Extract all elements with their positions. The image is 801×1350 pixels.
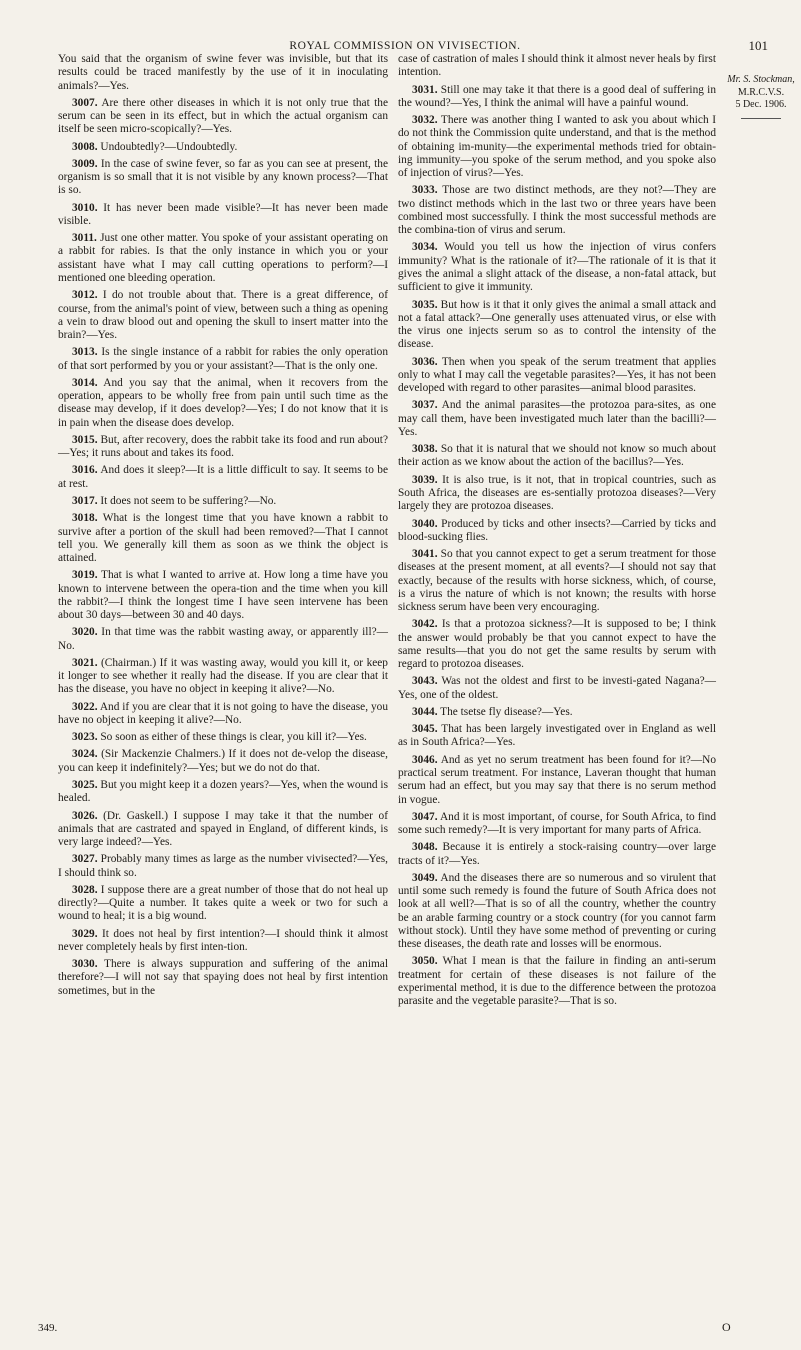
testimony-paragraph [398,184,716,237]
question-number: 3008. [72,140,98,153]
testimony-paragraph [58,748,388,775]
question-answer-text: But you might keep it a dozen years?—Yes, when the wound is healed. [58,779,388,805]
question-answer-text: The tsetse fly disease?—Yes. [440,705,573,718]
question-answer-text: And it is most important, of course, for South Africa, to find some such remedy?—It is very important for many parts of Africa. [398,810,716,837]
testimony-paragraph [58,731,388,744]
testimony-paragraph [58,626,388,653]
witness-margin-note [726,74,796,119]
question-number: 3031. [412,83,438,96]
question-answer-text: And as yet no serum treatment has been found for it?—No practical serum treatment. For instance, Laveran thought that human serum had an effect, but you may say that there is no serum method in vogue. [398,753,716,806]
testimony-paragraph [58,289,388,342]
question-answer-text: In the case of swine fever, so far as you can see at present, the organism is so small that it is not visible by any known process?—That is so. [58,157,388,197]
testimony-paragraph [58,141,388,154]
signature-mark: 349. [38,1322,58,1334]
question-answer-text: Those are two distinct methods, are they not?—They are two distinct methods which in the last two or three years have been combined most successfully. I think the most successful methods are the combina-tion of virus and serum. [398,184,716,237]
question-number: 3011. [72,232,97,245]
testimony-paragraph [398,675,716,702]
question-answer-text: You said that the organism of swine fever was invisible, but that its results could be traced manifestly by the use of it in inoculating animals?—Yes. [58,53,388,92]
testimony-paragraph [398,548,716,614]
testimony-paragraph [398,84,716,111]
question-number: 3009. [72,157,98,170]
question-answer-text: What I mean is that the failure in finding an anti-serum treatment for certain of these diseases is not failure of the experimental method, it is due to the difference between the protozoa parasite and the vegetable parasite?—That is so. [398,955,716,1008]
question-answer-text: In that time was the rabbit wasting away, or apparently ill?—No. [58,626,388,652]
question-answer-text: Still one may take it that there is a good deal of suffering in the wound?—Yes, I think the animal will have a painful wound. [398,83,716,109]
testimony-paragraph [58,97,388,137]
testimony-paragraph [58,512,388,565]
question-answer-text: Undoubtedly?—Undoubtedly. [100,140,238,153]
question-answer-text: Would you tell us how the injection of virus confers immunity? What is the rationale of it?—The rationale of it is that it gives the animal a slight attack of the disease, a non-fatal attack, but sufficient to give it immunity. [398,241,717,294]
testimony-paragraph [398,241,716,294]
testimony-paragraph [58,657,388,697]
testimony-paragraph [398,723,716,750]
question-number: 3022. [72,700,98,713]
question-answer-text: And if you are clear that it is not going to have the disease, you have no object in keeping it alive?—No. [58,700,388,726]
question-answer-text: What is the longest time that you have known a rabbit to survive after a portion of the skull had been removed?—That I cannot tell you. We generally kill them as soon as we think the object is attained. [58,512,388,565]
question-number: 3013. [72,346,98,359]
question-number: 3012. [72,289,98,302]
question-answer-text: That is what I wanted to arrive at. How long a time have you known to intervene between the opera-tion and the time when you kill the rabbit?—I think the longest time I have seen intervene has been about 30 days—between 30 and 40 days. [58,569,388,622]
question-number: 3037. [412,399,438,412]
question-number: 3047. [412,810,438,823]
testimony-paragraph [58,495,388,508]
question-number: 3020. [72,626,98,639]
question-answer-text: And does it sleep?—It is a little difficult to say. It seems to be at rest. [58,464,388,490]
question-answer-text: Is that a protozoa sickness?—It is supposed to be; I think the answer would probably be that you cannot expect to have the same results—that you do not get the same results by serum with regard to protozoa diseases. [398,618,717,671]
question-number: 3028. [72,883,98,896]
testimony-paragraph [58,158,388,198]
question-answer-text: (Dr. Gaskell.) I suppose I may take it that the number of animals that are castrated and spayed in England, of different kinds, is very large indeed?—Yes. [58,809,388,849]
question-number: 3019. [72,569,98,582]
witness-qualification: M.R.C.V.S. [737,86,785,98]
question-number: 3026. [72,809,98,822]
question-number: 3050. [412,955,438,968]
testimony-paragraph [398,399,716,439]
question-number: 3042. [412,618,438,631]
testimony-paragraph [58,701,388,728]
testimony-paragraph [398,443,716,470]
question-answer-text: That has been largely investigated over in England as well as in South Africa?—Yes. [398,723,716,749]
margin-rule [741,118,781,119]
testimony-paragraph [58,928,388,955]
question-answer-text: (Chairman.) If it was wasting away, would you kill it, or keep it longer to see whether it really had the disease. If you are clear that it has the disease, you have no object in keeping it alive?—No. [58,656,388,696]
testimony-paragraph [398,841,716,868]
question-number: 3035. [412,298,438,311]
question-number: 3043. [412,675,438,688]
question-answer-text: Was not the oldest and first to be investi-gated Nagana?—Yes, one of the oldest. [398,675,716,701]
question-number: 3021. [72,656,98,669]
testimony-paragraph [58,853,388,880]
left-text-column [58,53,388,1002]
question-answer-text: Probably many times as large as the number vivisected?—Yes, I should think so. [58,853,389,879]
question-answer-text: There was another thing I wanted to ask you about which I do not think the Commission quite understand, and that is the method of obtaining im-munity—the experimental methods tried for obtain-ing immunity—you spoke of the serum method, and you spoke also of injection of virus?—Yes. [398,114,716,180]
testimony-paragraph [398,474,716,514]
question-number: 3007. [72,96,98,109]
question-answer-text: case of castration of males I should think it almost never heals by first intention. [398,53,716,79]
question-number: 3024. [72,748,98,761]
question-number: 3018. [72,512,98,525]
question-answer-text: And the animal parasites—the protozoa para-sites, as one may call them, have been investigated much later than the bacilli?—Yes. [398,399,716,438]
question-number: 3030. [72,958,98,971]
question-answer-text: I suppose there are a great number of those that do not heal up directly?—Quite a number. It takes quite a week or two for such a wound to heal; it is a big wound. [58,883,388,923]
question-answer-text: There is always suppuration and suffering of the animal therefore?—I will not say that spaying does not heal by first intention sometimes, but in the [58,958,388,997]
testimony-paragraph [398,299,716,352]
right-text-column [398,53,716,1013]
question-number: 3010. [72,201,98,214]
testimony-paragraph [58,569,388,622]
question-answer-text: But how is it that it only gives the animal a small attack and not a fatal attack?—One generally uses attenuated virus, or else with the virus one injects serum so as to control the intensity of the disease. [398,298,716,351]
question-number: 3041. [412,548,438,561]
question-number: 3029. [72,927,98,940]
testimony-paragraph [398,955,716,1008]
testimony-paragraph [58,202,388,229]
testimony-paragraph [398,872,716,952]
testimony-paragraph [58,464,388,491]
page-number: 101 [748,38,768,53]
page-header [0,20,801,53]
question-number: 3038. [412,443,438,456]
question-number: 3014. [72,376,98,389]
question-answer-text: Are there other diseases in which it is not only true that the serum can be seen in its effect, but in which the actual organism can itself be seen micro-scopically?—Yes. [58,96,388,136]
question-answer-text: But, after recovery, does the rabbit take its food and run about?—Yes; it runs about and takes its food. [58,433,388,460]
question-number: 3033. [412,184,438,197]
question-number: 3023. [72,731,98,744]
question-number: 3036. [412,355,438,368]
question-number: 3015. [72,433,98,446]
question-answer-text: (Sir Mackenzie Chalmers.) If it does not de-velop the disease, you can keep it indefinitely?—Yes; but we do not do that. [58,748,388,774]
question-number: 3025. [72,779,98,792]
question-answer-text: It does not heal by first intention?—I should think it almost never completely heals by first inten-tion. [58,927,388,953]
testimony-paragraph [398,706,716,719]
question-answer-text: It is also true, is it not, that in tropical countries, such as South Africa, the diseases are es-sentially protozoa diseases?—Very largely they are protozoa diseases. [398,473,716,513]
testimony-paragraph [398,811,716,838]
witness-date: 5 Dec. 1906. [735,99,787,110]
question-number: 3027. [72,853,98,866]
question-answer-text: It does not seem to be suffering?—No. [100,494,277,507]
question-answer-text: Produced by ticks and other insects?—Carried by ticks and blood-sucking flies. [398,517,716,543]
testimony-paragraph [398,618,716,671]
testimony-paragraph [58,53,388,93]
testimony-paragraph [58,779,388,806]
testimony-paragraph [58,377,388,430]
testimony-paragraph [398,754,716,807]
testimony-paragraph [398,114,716,180]
page-header-title: ROYAL COMMISSION ON VIVISECTION. [289,40,521,52]
question-answer-text: Because it is entirely a stock-raising country—over large tracts of it?—Yes. [398,841,716,867]
question-answer-text: So that you cannot expect to get a serum treatment for those diseases at the present moment, at all events?—I should not say that exactly, because of the results with horse sickness, which, of course, is a virus the nature of which is not known; the results with horse sickness serum have been very encouraging. [398,548,717,614]
testimony-paragraph [58,232,388,285]
question-answer-text: So soon as either of these things is clear, you kill it?—Yes. [100,731,367,744]
question-number: 3044. [412,705,438,718]
testimony-paragraph [398,356,716,396]
question-answer-text: Just one other matter. You spoke of your assistant operating on a rabbit for rabies. Is that the only instance in which you or your assistant have what I may call cutting operations to perform?—I mentioned one bleeding operation. [58,232,388,284]
question-number: 3048. [412,841,438,854]
question-answer-text: I do not trouble about that. There is a great difference, of course, from the animal's point of view, between such a thing as opening a vein to draw blood out and opening the skull to insert matter into the brain?—Yes. [58,289,388,342]
question-number: 3040. [412,517,438,530]
question-number: 3045. [412,723,438,736]
testimony-paragraph [58,958,388,998]
witness-name: Mr. S. Stockman, [727,74,795,85]
question-answer-text: And the diseases there are so numerous and so virulent that until some such remedy is found the future of South Africa does not look at all well?—That is so of all the country, whether the country be an arable farming country or a stock country (for you cannot farm without stock). Until they have some method of preventing or curing these diseases, the death rate and losses will be enormous. [398,871,716,951]
testimony-paragraph [58,884,388,924]
question-answer-text: Is the single instance of a rabbit for rabies the only operation of that sort performed by you or your assistant?—That is the only one. [58,346,388,372]
testimony-paragraph [398,518,716,545]
testimony-paragraph [58,346,388,373]
question-number: 3017. [72,494,98,507]
question-number: 3034. [412,241,438,254]
testimony-paragraph [58,434,388,461]
testimony-paragraph [58,810,388,850]
testimony-paragraph [398,53,716,80]
question-number: 3032. [412,114,438,127]
question-number: 3046. [412,753,438,766]
question-answer-text: And you say that the animal, when it recovers from the operation, appears to be wholly free from pain until such time as the disease may develop, if it does develop?—Yes; I do not know that it is in pain when the disease does develop. [58,376,388,429]
sheet-letter: O [722,1320,731,1334]
question-number: 3039. [412,473,438,486]
question-number: 3049. [412,871,438,884]
question-number: 3016. [72,464,98,477]
question-answer-text: So that it is natural that we should not know so much about their action as we know about the action of the bacillus?—Yes. [398,443,716,469]
question-answer-text: It has never been made visible?—It has never been made visible. [58,201,389,227]
question-answer-text: Then when you speak of the serum treatment that applies only to what I may call the vegetable parasites?—Yes, it has not been developed with regard to other parasites—animal blood parasites. [398,355,716,395]
